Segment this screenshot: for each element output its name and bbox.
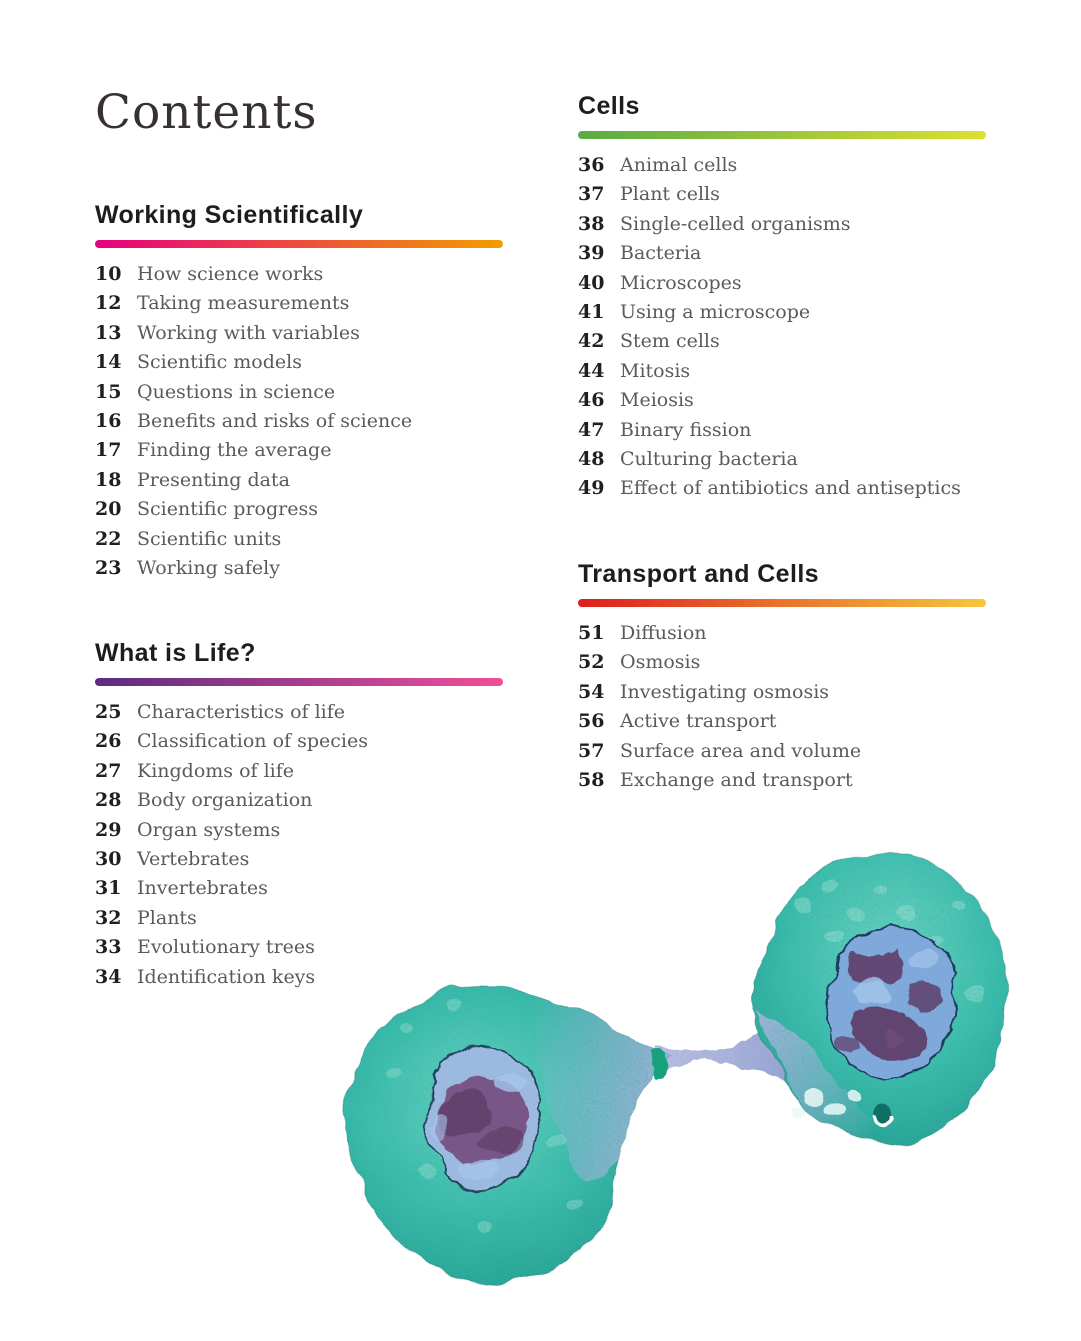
toc-entry-page-number: 51 xyxy=(578,622,605,644)
toc-entry-page-number: 33 xyxy=(95,936,122,959)
toc-entry-label: Animal cells xyxy=(620,154,738,176)
toc-list xyxy=(578,154,986,507)
toc-entry-page-number: 26 xyxy=(95,730,122,753)
toc-entry xyxy=(578,419,986,448)
toc-entry-label: Kingdoms of life xyxy=(137,759,295,782)
toc-entry xyxy=(95,819,503,848)
toc-entry-page-number: 46 xyxy=(578,389,605,412)
toc-list xyxy=(578,622,986,798)
midbody xyxy=(652,1049,667,1078)
toc-entry xyxy=(95,730,503,759)
toc-entry-label: Stem cells xyxy=(620,330,720,353)
toc-entry-page-number: 16 xyxy=(95,409,122,432)
right-nucleus xyxy=(826,927,955,1079)
toc-entry-page-number: 41 xyxy=(578,300,605,323)
toc-entry xyxy=(578,301,986,330)
toc-entry xyxy=(95,322,503,351)
toc-entry xyxy=(95,789,503,818)
toc-entry xyxy=(95,351,503,380)
toc-entry xyxy=(578,622,986,651)
toc-entry-label: Organ systems xyxy=(137,818,281,841)
toc-entry-label: Evolutionary trees xyxy=(137,936,315,959)
toc-entry-label: Taking measurements xyxy=(137,292,350,315)
toc-entry-label: Benefits and risks of science xyxy=(137,409,413,432)
toc-entry-label: Finding the average xyxy=(137,439,332,462)
toc-entry xyxy=(578,769,986,798)
toc-entry-page-number: 27 xyxy=(95,759,122,782)
toc-entry-page-number: 56 xyxy=(578,710,605,733)
toc-entry-label: Bacteria xyxy=(620,242,702,265)
right-cell xyxy=(740,845,1013,1157)
toc-entry-page-number: 47 xyxy=(578,418,605,441)
toc-entry-label: Working with variables xyxy=(137,321,360,344)
toc-section-working-scientifically xyxy=(95,201,503,586)
toc-entry-label: How science works xyxy=(137,263,324,285)
toc-entry-label: Culturing bacteria xyxy=(620,447,798,470)
section-bar xyxy=(578,599,986,607)
toc-entry xyxy=(578,477,986,506)
toc-entry-page-number: 58 xyxy=(578,768,605,791)
toc-entry xyxy=(95,263,503,292)
toc-entry-label: Scientific models xyxy=(137,351,302,374)
toc-entry xyxy=(578,154,986,183)
section-bar xyxy=(95,678,503,686)
toc-entry-label: Using a microscope xyxy=(620,300,811,323)
toc-entry-label: Scientific progress xyxy=(137,498,318,521)
toc-entry-page-number: 18 xyxy=(95,468,122,491)
toc-entry xyxy=(578,710,986,739)
toc-entry-label: Body organization xyxy=(137,789,313,812)
toc-entry-label: Osmosis xyxy=(620,651,701,674)
toc-entry xyxy=(95,701,503,730)
toc-entry-page-number: 49 xyxy=(578,477,605,500)
toc-entry xyxy=(95,410,503,439)
toc-entry-page-number: 52 xyxy=(578,651,605,674)
toc-entry-label: Active transport xyxy=(620,710,777,733)
toc-entry xyxy=(578,330,986,359)
toc-entry xyxy=(95,381,503,410)
toc-entry-page-number: 31 xyxy=(95,877,122,900)
toc-entry-label: Characteristics of life xyxy=(137,701,346,723)
toc-entry-label: Diffusion xyxy=(620,622,707,644)
toc-entry-page-number: 20 xyxy=(95,498,122,521)
toc-entry-page-number: 14 xyxy=(95,351,122,374)
toc-entry xyxy=(95,528,503,557)
toc-entry-page-number: 42 xyxy=(578,330,605,353)
toc-entry-label: Exchange and transport xyxy=(620,768,853,791)
dividing-cells-micrograph xyxy=(335,845,1013,1293)
toc-entry-label: Invertebrates xyxy=(137,877,268,900)
toc-entry-page-number: 39 xyxy=(578,242,605,265)
toc-entry xyxy=(578,242,986,271)
toc-entry-page-number: 34 xyxy=(95,965,122,988)
toc-entry-label: Investigating osmosis xyxy=(620,680,830,703)
toc-entry xyxy=(578,681,986,710)
toc-entry xyxy=(95,292,503,321)
page-title: Contents xyxy=(95,85,318,140)
toc-entry xyxy=(95,760,503,789)
toc-entry xyxy=(578,651,986,680)
toc-entry-label: Scientific units xyxy=(137,527,282,550)
section-title: Transport and Cells xyxy=(578,560,819,588)
toc-entry-label: Vertebrates xyxy=(137,847,250,870)
toc-entry-label: Identification keys xyxy=(137,965,316,988)
toc-entry-page-number: 54 xyxy=(578,680,605,703)
toc-entry xyxy=(578,183,986,212)
toc-entry xyxy=(95,469,503,498)
toc-entry xyxy=(578,740,986,769)
toc-entry-page-number: 13 xyxy=(95,321,122,344)
toc-entry-page-number: 12 xyxy=(95,292,122,315)
toc-entry-page-number: 23 xyxy=(95,556,122,579)
toc-list xyxy=(95,263,503,586)
toc-section-cells xyxy=(578,92,986,507)
section-bar xyxy=(95,240,503,248)
section-title: What is Life? xyxy=(95,639,256,667)
toc-entry-page-number: 48 xyxy=(578,447,605,470)
toc-entry-label: Effect of antibiotics and antiseptics xyxy=(620,477,961,500)
toc-entry-label: Working safely xyxy=(137,556,280,579)
left-cell xyxy=(335,975,685,1293)
toc-entry xyxy=(578,360,986,389)
toc-entry-label: Plants xyxy=(137,906,197,929)
toc-entry-page-number: 15 xyxy=(95,380,122,403)
toc-entry-label: Plant cells xyxy=(620,183,720,206)
toc-entry-page-number: 32 xyxy=(95,906,122,929)
toc-entry-label: Meiosis xyxy=(620,389,694,412)
toc-entry-page-number: 57 xyxy=(578,739,605,762)
toc-entry-page-number: 28 xyxy=(95,789,122,812)
toc-entry-page-number: 10 xyxy=(95,263,122,285)
toc-entry-page-number: 17 xyxy=(95,439,122,462)
toc-entry-page-number: 38 xyxy=(578,212,605,235)
toc-entry-page-number: 37 xyxy=(578,183,605,206)
toc-entry-label: Surface area and volume xyxy=(620,739,862,762)
toc-entry-label: Single-celled organisms xyxy=(620,212,851,235)
section-bar xyxy=(578,131,986,139)
toc-entry-page-number: 29 xyxy=(95,818,122,841)
toc-entry xyxy=(95,498,503,527)
toc-entry-page-number: 22 xyxy=(95,527,122,550)
toc-entry-page-number: 40 xyxy=(578,271,605,294)
toc-entry-label: Presenting data xyxy=(137,468,290,491)
toc-entry xyxy=(95,439,503,468)
toc-entry xyxy=(578,213,986,242)
toc-entry xyxy=(95,557,503,586)
toc-entry-label: Classification of species xyxy=(137,730,368,753)
toc-entry xyxy=(578,272,986,301)
toc-entry-page-number: 44 xyxy=(578,359,605,382)
section-title: Cells xyxy=(578,92,640,120)
toc-entry-label: Microscopes xyxy=(620,271,742,294)
toc-entry-page-number: 36 xyxy=(578,154,605,176)
toc-entry-page-number: 25 xyxy=(95,701,122,723)
toc-entry-page-number: 30 xyxy=(95,847,122,870)
section-title: Working Scientifically xyxy=(95,201,364,229)
toc-entry-label: Mitosis xyxy=(620,359,691,382)
toc-entry xyxy=(578,389,986,418)
toc-entry-label: Binary fission xyxy=(620,418,752,441)
toc-section-transport-and-cells xyxy=(578,560,986,798)
toc-entry xyxy=(578,448,986,477)
toc-entry-label: Questions in science xyxy=(137,380,336,403)
